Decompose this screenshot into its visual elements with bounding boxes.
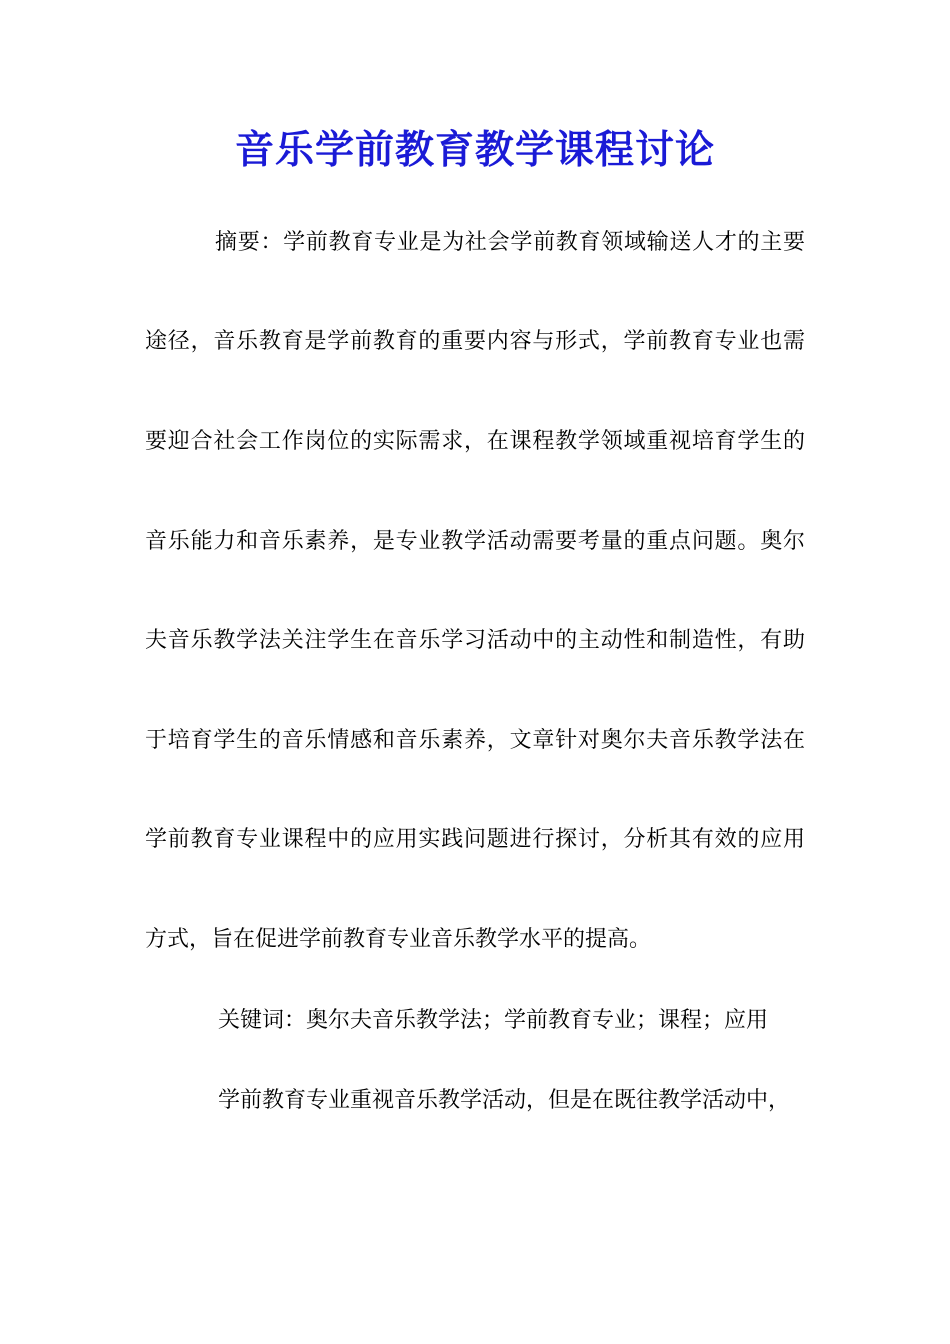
abstract-line: 摘要：学前教育专业是为社会学前教育领域输送人才的主要 [215,230,805,255]
body-paragraph-line: 学前教育专业重视音乐教学活动，但是在既往教学活动中， [218,1088,791,1113]
abstract-line: 要迎合社会工作岗位的实际需求，在课程教学领域重视培育学生的 [145,429,805,454]
abstract-line: 方式，旨在促进学前教育专业音乐教学水平的提高。 [145,927,652,952]
abstract-line: 学前教育专业课程中的应用实践问题进行探讨，分析其有效的应用 [145,827,805,852]
abstract-line: 途径，音乐教育是学前教育的重要内容与形式，学前教育专业也需 [145,329,805,354]
keywords-line: 关键词：奥尔夫音乐教学法；学前教育专业；课程；应用 [218,1008,769,1033]
abstract-line: 于培育学生的音乐情感和音乐素养，文章针对奥尔夫音乐教学法在 [145,728,805,753]
abstract-line: 夫音乐教学法关注学生在音乐学习活动中的主动性和制造性，有助 [145,628,805,653]
abstract-line: 音乐能力和音乐素养，是专业教学活动需要考量的重点问题。奥尔 [145,529,805,554]
document-title: 音乐学前教育教学课程讨论 [234,127,715,173]
